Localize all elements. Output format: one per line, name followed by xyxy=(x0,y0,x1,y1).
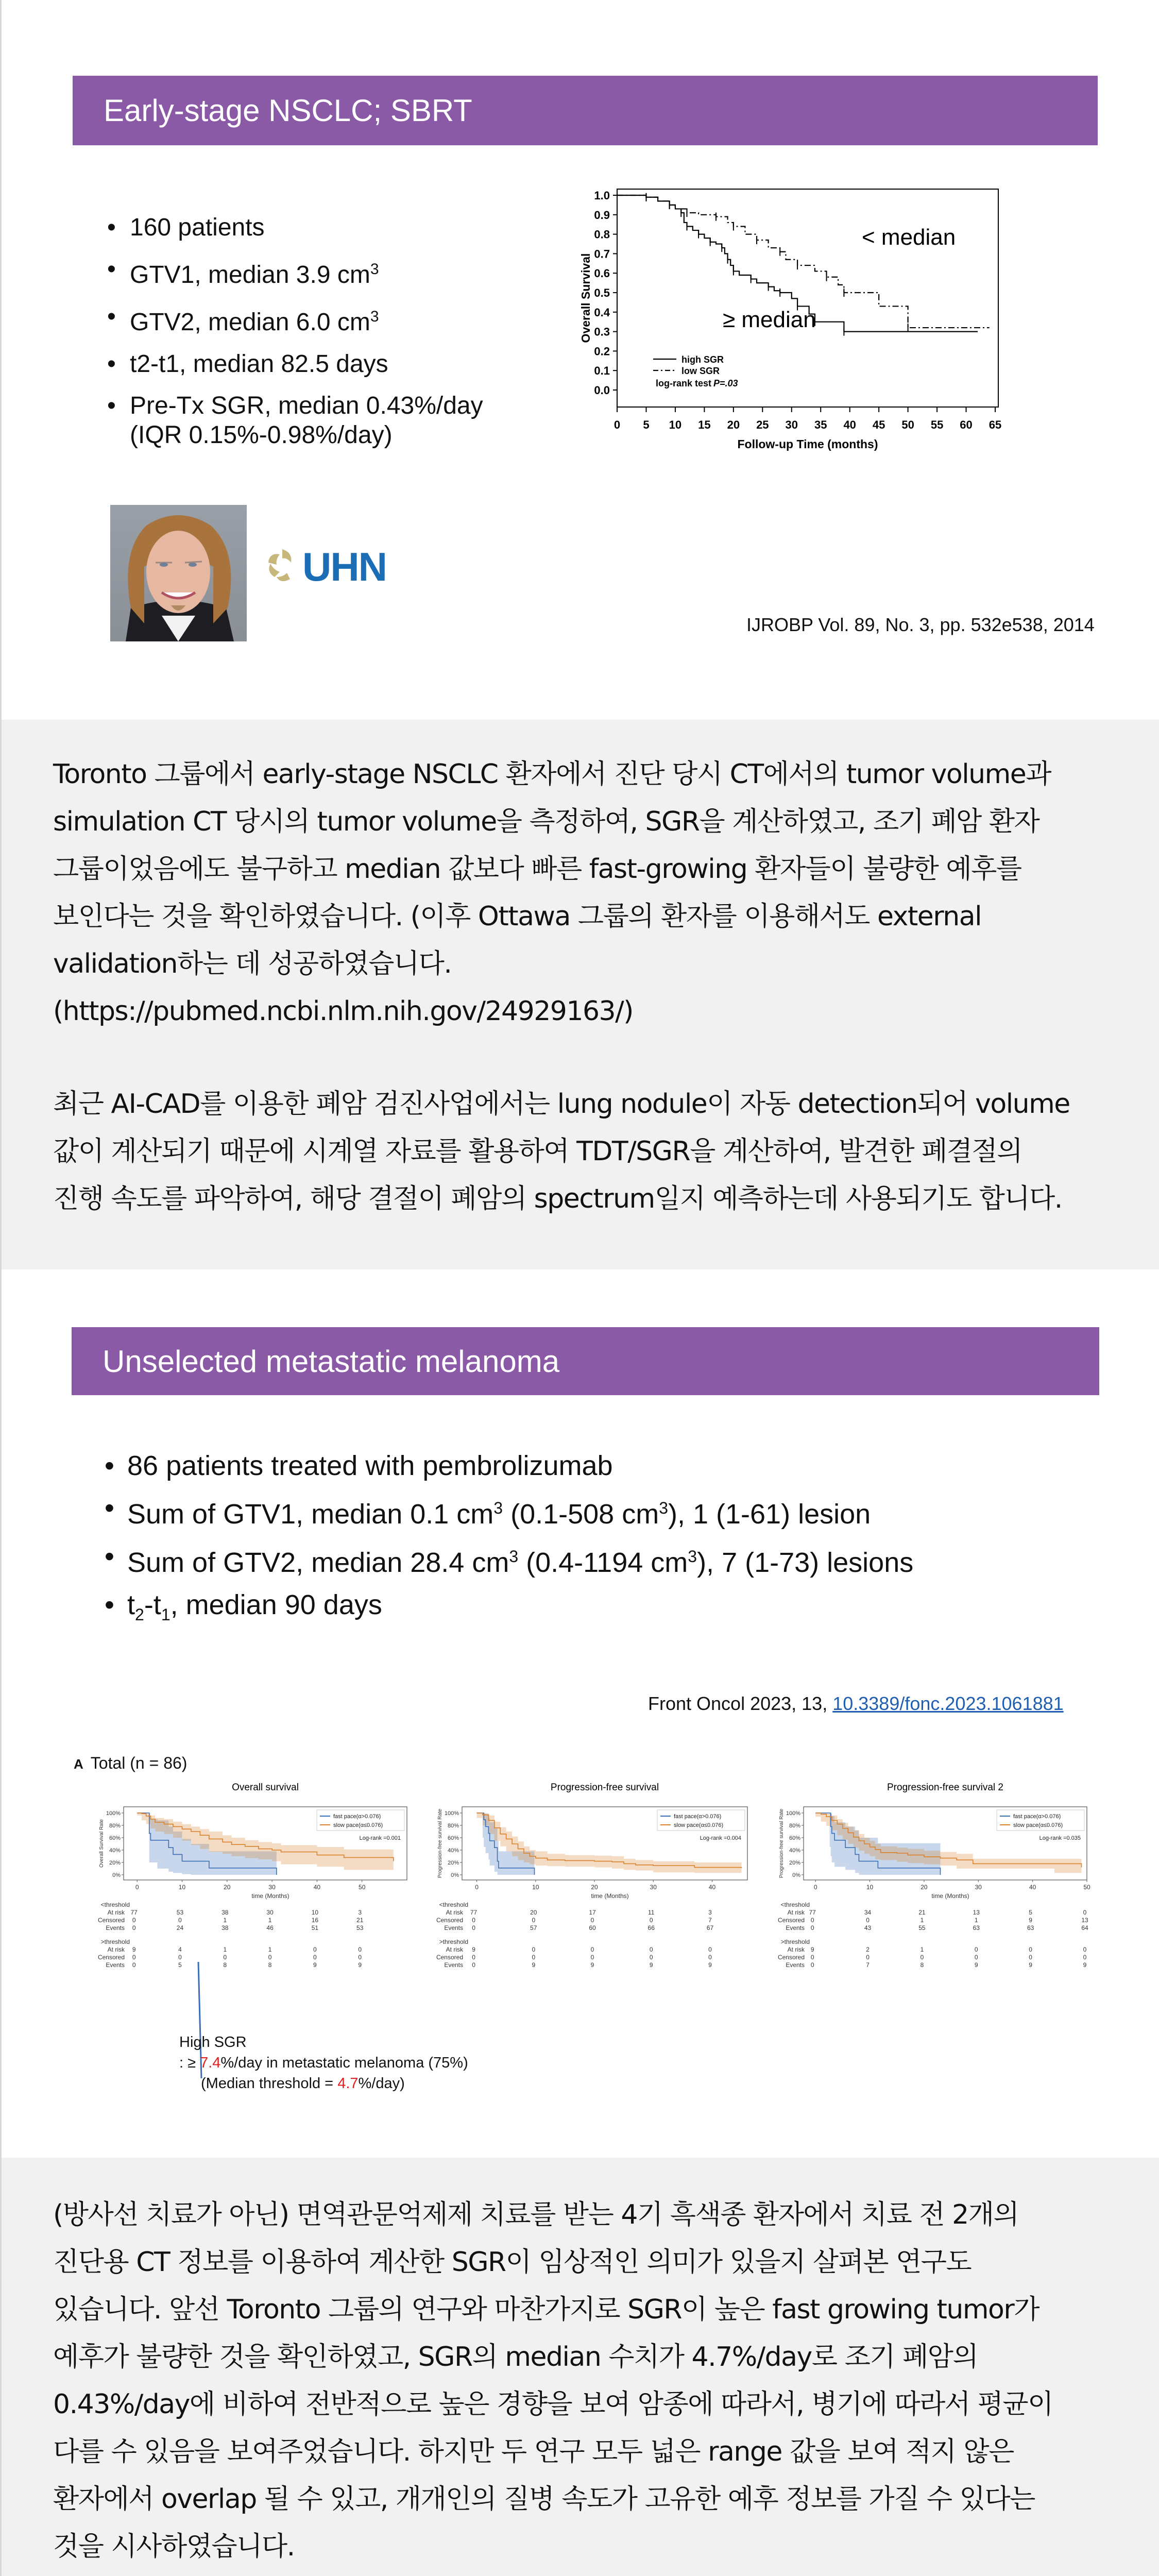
doi-link[interactable]: 10.3389/fonc.2023.1061881 xyxy=(832,1693,1064,1714)
risk-row-label: Censored xyxy=(777,1917,805,1924)
risk-cell: 21 xyxy=(918,1909,926,1916)
melanoma-os-chart xyxy=(71,1777,421,2004)
risk-cell: 0 xyxy=(974,1954,978,1961)
y-tick-label: 100% xyxy=(106,1810,121,1817)
risk-group-label: >threshold xyxy=(100,1938,130,1945)
legend-label: fast pace(α>0.076) xyxy=(674,1814,722,1820)
paragraph-line: validation하는 데 성공하였습니다. xyxy=(53,948,452,979)
paragraph-toronto xyxy=(53,751,1124,1035)
paragraph-line: (방사선 치료가 아닌) 면역관문억제제 치료를 받는 4기 흑색종 환자에서 치료 전 2개의 xyxy=(53,2199,1019,2230)
x-axis-label: time (Months) xyxy=(591,1892,629,1900)
y-tick-label: 20% xyxy=(789,1860,800,1866)
y-tick-label: 20% xyxy=(447,1860,459,1866)
risk-cell: 16 xyxy=(311,1917,319,1924)
paragraph-line: 0.43%/day에 비하여 전반적으로 높은 경향을 보여 암종에 따라서, 병기에 따라서 평균이 xyxy=(53,2389,1053,2420)
bullet-item: • Sum of GTV2, median 28.4 $cm^3$ (0.4-1194 $cm^3$), 7 (1-73) lesions xyxy=(105,1535,1083,1584)
risk-cell: 9 xyxy=(649,1961,653,1969)
x-tick-label: 0 xyxy=(475,1884,479,1891)
x-tick-label: 50 xyxy=(359,1884,366,1891)
risk-group-label: <threshold xyxy=(100,1901,130,1908)
x-tick-label: 10 xyxy=(178,1884,186,1891)
risk-cell: 9 xyxy=(590,1961,594,1969)
risk-row-label: At risk xyxy=(446,1909,463,1916)
risk-cell: 9 xyxy=(472,1946,475,1953)
y-tick-label: 0% xyxy=(792,1872,800,1878)
risk-cell: 4 xyxy=(178,1946,182,1953)
legend-pvalue: P=.03 xyxy=(713,378,738,388)
y-tick-label: 60% xyxy=(109,1835,121,1841)
risk-cell: 63 xyxy=(1027,1924,1034,1931)
risk-cell: 0 xyxy=(472,1924,475,1931)
plot-frame xyxy=(617,189,998,407)
risk-cell: 0 xyxy=(1029,1954,1032,1961)
x-tick-label: 5 xyxy=(643,418,650,431)
risk-cell: 77 xyxy=(470,1909,478,1916)
risk-cell: 0 xyxy=(472,1954,475,1961)
legend-label: fast pace(α>0.076) xyxy=(333,1814,381,1820)
x-tick-label: 40 xyxy=(708,1884,716,1891)
y-tick-label: 0.5 xyxy=(594,286,610,299)
x-tick-label: 10 xyxy=(669,418,682,431)
nsclc-citation: IJROBP Vol. 89, No. 3, pp. 532e538, 2014 xyxy=(746,614,1095,635)
risk-cell: 0 xyxy=(920,1954,924,1961)
x-axis-label: Follow-up Time (months) xyxy=(737,437,878,451)
legend-label-low: low SGR xyxy=(681,366,720,376)
melanoma-pfs-chart xyxy=(408,1777,759,2004)
risk-cell: 1 xyxy=(268,1946,272,1953)
risk-cell: 9 xyxy=(1029,1917,1032,1924)
x-axis-label: time (Months) xyxy=(931,1892,969,1900)
commentary-nsclc xyxy=(2,720,1159,1269)
risk-cell: 51 xyxy=(311,1924,319,1931)
x-tick-label: 20 xyxy=(921,1884,928,1891)
section-nsclc xyxy=(2,0,1159,720)
x-tick-label: 15 xyxy=(698,418,711,431)
legend-label-high: high SGR xyxy=(681,354,724,365)
risk-cell: 9 xyxy=(708,1961,712,1969)
bullet-item: • t2-t1, median 82.5 days xyxy=(107,349,571,379)
chart-title: Progression-free survival 2 xyxy=(887,1782,1003,1793)
high-sgr-annotation xyxy=(179,2032,468,2094)
risk-cell: 0 xyxy=(590,1946,594,1953)
risk-cell: 9 xyxy=(313,1961,317,1969)
risk-cell: 0 xyxy=(268,1954,272,1961)
banner-title: Early-stage NSCLC; SBRT xyxy=(104,93,472,128)
risk-cell: 5 xyxy=(178,1961,182,1969)
bullet-item: • $t_2-t_1$, median 90 days xyxy=(105,1584,1083,1636)
risk-cell: 63 xyxy=(973,1924,980,1931)
logrank-label: Log-rank =0.001 xyxy=(359,1835,401,1841)
figure-panel-label: A xyxy=(74,1756,83,1772)
risk-cell: 0 xyxy=(649,1954,653,1961)
y-tick-label: 100% xyxy=(786,1810,800,1817)
y-tick-label: 40% xyxy=(447,1848,459,1854)
uhn-logo xyxy=(264,546,398,587)
y-axis-label: Progression-free survival Rate xyxy=(779,1808,785,1878)
y-tick-label: 20% xyxy=(109,1860,121,1866)
bullet-item: • GTV1, median 3.9 $cm^3$ xyxy=(107,255,571,290)
risk-cell: 0 xyxy=(866,1917,870,1924)
risk-cell: 46 xyxy=(266,1924,274,1931)
x-tick-label: 10 xyxy=(532,1884,539,1891)
x-tick-label: 30 xyxy=(785,418,798,431)
x-tick-label: 30 xyxy=(268,1884,276,1891)
risk-cell: 9 xyxy=(132,1946,136,1953)
logrank-label: Log-rank =0.035 xyxy=(1039,1835,1081,1841)
portrait-image xyxy=(110,505,247,641)
y-tick-label: 0% xyxy=(112,1872,121,1878)
bullet-item: • 160 patients xyxy=(107,213,571,242)
paragraph-line: 다를 수 있음을 보여주었습니다. 하지만 두 연구 모두 넓은 range 값을 보여 적지 않은 xyxy=(53,2436,1014,2467)
x-tick-label: 10 xyxy=(866,1884,874,1891)
risk-cell: 9 xyxy=(358,1961,362,1969)
risk-row-label: At risk xyxy=(787,1946,805,1953)
y-axis-label: Overall Survival xyxy=(579,253,592,343)
x-tick-label: 25 xyxy=(756,418,769,431)
risk-cell: 0 xyxy=(590,1917,594,1924)
logrank-label: Log-rank =0.004 xyxy=(700,1835,741,1841)
melanoma-pfs2-chart xyxy=(743,1777,1099,2004)
risk-cell: 38 xyxy=(221,1924,229,1931)
risk-cell: 0 xyxy=(1083,1909,1087,1916)
risk-cell: 1 xyxy=(920,1917,924,1924)
x-tick-label: 30 xyxy=(975,1884,982,1891)
risk-cell: 9 xyxy=(1083,1961,1087,1969)
y-tick-label: 0.0 xyxy=(594,384,610,397)
risk-cell: 38 xyxy=(221,1909,229,1916)
commentary-melanoma xyxy=(2,2158,1159,2576)
paragraph-ai-cad xyxy=(53,1080,1124,1223)
x-tick-label: 20 xyxy=(224,1884,231,1891)
section-banner xyxy=(72,1327,1099,1395)
risk-cell: 0 xyxy=(358,1954,362,1961)
x-tick-label: 50 xyxy=(901,418,914,431)
risk-group-label: <threshold xyxy=(780,1901,810,1908)
risk-cell: 60 xyxy=(589,1924,596,1931)
y-axis-label: Overall Survival Rate xyxy=(99,1819,105,1868)
risk-row-label: Censored xyxy=(97,1954,125,1961)
y-tick-label: 100% xyxy=(444,1810,459,1817)
risk-cell: 57 xyxy=(530,1924,537,1931)
paragraph-line: 그룹이었음에도 불구하고 median 값보다 빠른 fast-growing 환자들이 불량한 예후를 xyxy=(53,854,1021,885)
bullet-item: • Pre-Tx SGR, median 0.43%/day (IQR 0.15%-0.98%/day) xyxy=(107,391,571,450)
risk-cell: 0 xyxy=(590,1954,594,1961)
y-tick-label: 60% xyxy=(789,1835,800,1841)
risk-cell: 0 xyxy=(649,1917,653,1924)
legend-logrank: log-rank test xyxy=(656,378,712,388)
y-tick-label: 80% xyxy=(447,1823,459,1829)
risk-cell: 0 xyxy=(178,1917,182,1924)
paragraph-line: 있습니다. 앞선 Toronto 그룹의 연구와 마찬가지로 SGR이 높은 fast growing tumor가 xyxy=(53,2294,1039,2325)
bullet-item: • 86 patients treated with pembrolizumab xyxy=(105,1445,1083,1487)
legend-label: slow pace(α≤0.076) xyxy=(1013,1822,1063,1828)
annotation-title: High SGR xyxy=(179,2034,247,2050)
risk-cell: 1 xyxy=(223,1917,227,1924)
risk-cell: 20 xyxy=(530,1909,537,1916)
risk-row-label: Events xyxy=(444,1924,463,1931)
annotation-above-median: ≥ median xyxy=(723,307,816,332)
x-tick-label: 50 xyxy=(1083,1884,1090,1891)
risk-cell: 0 xyxy=(810,1961,814,1969)
risk-cell: 77 xyxy=(809,1909,816,1916)
y-tick-label: 0.2 xyxy=(594,345,610,358)
chart-title: Progression-free survival xyxy=(550,1782,659,1793)
risk-cell: 30 xyxy=(266,1909,274,1916)
risk-cell: 9 xyxy=(532,1961,536,1969)
pubmed-url-text: (https://pubmed.ncbi.nlm.nih.gov/24929163/) xyxy=(53,996,633,1027)
paragraph-line: 진단용 CT 정보를 이용하여 계산한 SGR이 임상적인 의미가 있을지 살펴본 연구도 xyxy=(53,2247,971,2278)
risk-cell: 24 xyxy=(176,1924,184,1931)
paragraph-line: 예후가 불량한 것을 확인하였고, SGR의 median 수치가 4.7%/day로 조기 폐암의 xyxy=(53,2342,978,2372)
y-tick-label: 80% xyxy=(109,1823,121,1829)
legend-label: fast pace(α>0.076) xyxy=(1013,1814,1061,1820)
y-tick-label: 0.8 xyxy=(594,228,610,241)
risk-cell: 0 xyxy=(132,1917,136,1924)
y-tick-label: 1.0 xyxy=(594,189,610,202)
risk-group-label: >threshold xyxy=(439,1938,468,1945)
risk-cell: 1 xyxy=(920,1946,924,1953)
risk-cell: 8 xyxy=(223,1961,227,1969)
risk-row-label: Events xyxy=(444,1961,463,1969)
x-tick-label: 40 xyxy=(313,1884,321,1891)
risk-cell: 9 xyxy=(810,1946,814,1953)
x-tick-label: 45 xyxy=(872,418,885,431)
risk-group-label: <threshold xyxy=(439,1901,468,1908)
risk-cell: 0 xyxy=(132,1924,136,1931)
section-melanoma xyxy=(2,1269,1159,2158)
risk-cell: 5 xyxy=(1029,1909,1032,1916)
risk-cell: 0 xyxy=(532,1946,536,1953)
risk-cell: 0 xyxy=(313,1946,317,1953)
uhn-logo-mark-icon xyxy=(264,547,300,586)
nsclc-bullet-list xyxy=(107,213,571,462)
risk-cell: 8 xyxy=(268,1961,272,1969)
bullet-item: • Sum of GTV1, median 0.1 $cm^3$ (0.1-508 $cm^3$), 1 (1-61) lesion xyxy=(105,1487,1083,1535)
risk-cell: 0 xyxy=(1029,1946,1032,1953)
y-tick-label: 60% xyxy=(447,1835,459,1841)
risk-row-label: Events xyxy=(106,1961,125,1969)
y-tick-label: 0.1 xyxy=(594,364,610,378)
melanoma-citation: Front Oncol 2023, 13, 10.3389/fonc.2023.1061881 xyxy=(648,1693,1064,1714)
x-tick-label: 65 xyxy=(988,418,1002,431)
uhn-logo-text: UHN xyxy=(302,544,386,589)
risk-cell: 0 xyxy=(810,1924,814,1931)
paragraph-line: 환자에서 overlap 될 수 있고, 개개인의 질병 속도가 고유한 예후 정보를 가질 수 있다는 xyxy=(53,2484,1035,2515)
risk-row-label: At risk xyxy=(446,1946,463,1953)
risk-cell: 10 xyxy=(311,1909,319,1916)
risk-cell: 17 xyxy=(589,1909,596,1916)
risk-cell: 0 xyxy=(132,1961,136,1969)
paragraph-line: 진행 속도를 파악하여, 해당 결절이 폐암의 spectrum일지 예측하는데 사용되기도 합니다. xyxy=(53,1183,1062,1214)
risk-cell: 0 xyxy=(866,1954,870,1961)
x-tick-label: 0 xyxy=(135,1884,139,1891)
y-tick-label: 0.7 xyxy=(594,247,610,261)
risk-cell: 64 xyxy=(1081,1924,1088,1931)
y-tick-label: 40% xyxy=(789,1848,800,1854)
annotation-line1: : ≥ 7.4%/day in metastatic melanoma (75%) xyxy=(179,2055,468,2071)
annotation-line2: (Median threshold = 4.7%/day) xyxy=(201,2075,405,2092)
risk-cell: 0 xyxy=(178,1954,182,1961)
risk-row-label: Censored xyxy=(777,1954,805,1961)
x-tick-label: 30 xyxy=(650,1884,657,1891)
risk-cell: 3 xyxy=(708,1909,712,1916)
risk-row-label: Events xyxy=(106,1924,125,1931)
paragraph-line: simulation CT 당시의 tumor volume을 측정하여, SGR을 계산하였고, 조기 폐암 환자 xyxy=(53,806,1039,837)
risk-cell: 0 xyxy=(974,1946,978,1953)
bullet-item: • GTV2, median 6.0 $cm^3$ xyxy=(107,302,571,337)
risk-group-label: >threshold xyxy=(780,1938,810,1945)
risk-cell: 66 xyxy=(647,1924,655,1931)
author-portrait xyxy=(110,505,247,641)
risk-cell: 0 xyxy=(708,1946,712,1953)
risk-cell: 1 xyxy=(974,1917,978,1924)
x-tick-label: 20 xyxy=(591,1884,598,1891)
risk-cell: 0 xyxy=(223,1954,227,1961)
banner-title: Unselected metastatic melanoma xyxy=(103,1344,560,1379)
risk-cell: 1 xyxy=(223,1946,227,1953)
y-tick-label: 0.6 xyxy=(594,267,610,280)
figure-header xyxy=(74,1754,187,1773)
risk-cell: 53 xyxy=(356,1924,364,1931)
x-tick-label: 20 xyxy=(727,418,740,431)
risk-cell: 0 xyxy=(1083,1946,1087,1953)
risk-cell: 0 xyxy=(708,1954,712,1961)
risk-row-label: At risk xyxy=(107,1946,125,1953)
annotation-below-median: < median xyxy=(862,225,956,250)
risk-cell: 0 xyxy=(472,1961,475,1969)
paragraph-line: 값이 계산되기 때문에 시계열 자료를 활용하여 TDT/SGR을 계산하여, 발견한 폐결절의 xyxy=(53,1136,1022,1167)
risk-cell: 3 xyxy=(358,1909,362,1916)
x-tick-label: 55 xyxy=(930,418,944,431)
risk-cell: 0 xyxy=(1083,1954,1087,1961)
x-tick-label: 35 xyxy=(814,418,827,431)
risk-cell: 43 xyxy=(864,1924,872,1931)
risk-row-label: Censored xyxy=(97,1917,125,1924)
risk-cell: 7 xyxy=(866,1961,870,1969)
risk-cell: 0 xyxy=(532,1954,536,1961)
risk-cell: 0 xyxy=(132,1954,136,1961)
risk-cell: 8 xyxy=(920,1961,924,1969)
risk-cell: 67 xyxy=(706,1924,714,1931)
risk-cell: 7 xyxy=(708,1917,712,1924)
x-tick-label: 0 xyxy=(613,418,621,431)
y-tick-label: 0.9 xyxy=(594,208,610,222)
risk-cell: 9 xyxy=(1029,1961,1032,1969)
paragraph-line: 보인다는 것을 확인하였습니다. (이후 Ottawa 그룹의 환자를 이용해서도 external xyxy=(53,901,982,932)
risk-cell: 1 xyxy=(268,1917,272,1924)
risk-cell: 2 xyxy=(866,1946,870,1953)
risk-cell: 34 xyxy=(864,1909,872,1916)
risk-cell: 13 xyxy=(1081,1917,1088,1924)
figure-title: Total (n = 86) xyxy=(90,1754,188,1772)
risk-cell: 11 xyxy=(648,1909,655,1916)
y-axis-label: Progression-free survival Rate xyxy=(437,1808,443,1878)
risk-cell: 0 xyxy=(810,1954,814,1961)
x-tick-label: 60 xyxy=(960,418,973,431)
legend-label: slow pace(α≤0.076) xyxy=(333,1822,383,1828)
y-tick-label: 0.4 xyxy=(594,306,610,319)
paragraph-line: Toronto 그룹에서 early-stage NSCLC 환자에서 진단 당시 CT에서의 tumor volume과 xyxy=(53,759,1051,790)
y-tick-label: 80% xyxy=(789,1823,800,1829)
risk-row-label: At risk xyxy=(107,1909,125,1916)
x-axis-label: time (Months) xyxy=(251,1892,289,1900)
risk-cell: 9 xyxy=(974,1961,978,1969)
risk-cell: 0 xyxy=(313,1954,317,1961)
risk-row-label: Censored xyxy=(436,1917,463,1924)
paragraph-line: 최근 AI-CAD를 이용한 폐암 검진사업에서는 lung nodule이 자동 detection되어 volume xyxy=(53,1089,1070,1120)
risk-cell: 13 xyxy=(973,1909,980,1916)
nsclc-overall-survival-chart xyxy=(578,178,1124,580)
risk-cell: 0 xyxy=(472,1917,475,1924)
risk-row-label: Censored xyxy=(436,1954,463,1961)
risk-cell: 55 xyxy=(918,1924,926,1931)
risk-row-label: Events xyxy=(786,1961,805,1969)
risk-cell: 0 xyxy=(649,1946,653,1953)
paragraph-line: 것을 시사하였습니다. xyxy=(53,2531,295,2562)
y-tick-label: 0% xyxy=(451,1872,459,1878)
risk-cell: 77 xyxy=(130,1909,138,1916)
legend-label: slow pace(α≤0.076) xyxy=(674,1822,724,1828)
x-tick-label: 0 xyxy=(813,1884,817,1891)
risk-cell: 0 xyxy=(532,1917,536,1924)
risk-cell: 0 xyxy=(358,1946,362,1953)
y-tick-label: 0.3 xyxy=(594,325,610,338)
melanoma-bullet-list xyxy=(105,1445,1083,1636)
risk-row-label: At risk xyxy=(787,1909,805,1916)
x-tick-label: 40 xyxy=(843,418,856,431)
y-tick-label: 40% xyxy=(109,1848,121,1854)
risk-cell: 21 xyxy=(356,1917,364,1924)
x-tick-label: 40 xyxy=(1029,1884,1036,1891)
section-banner xyxy=(73,76,1098,145)
chart-title: Overall survival xyxy=(232,1782,299,1793)
risk-cell: 0 xyxy=(810,1917,814,1924)
risk-row-label: Events xyxy=(786,1924,805,1931)
risk-cell: 53 xyxy=(176,1909,184,1916)
paragraph-melanoma xyxy=(53,2191,1124,2570)
